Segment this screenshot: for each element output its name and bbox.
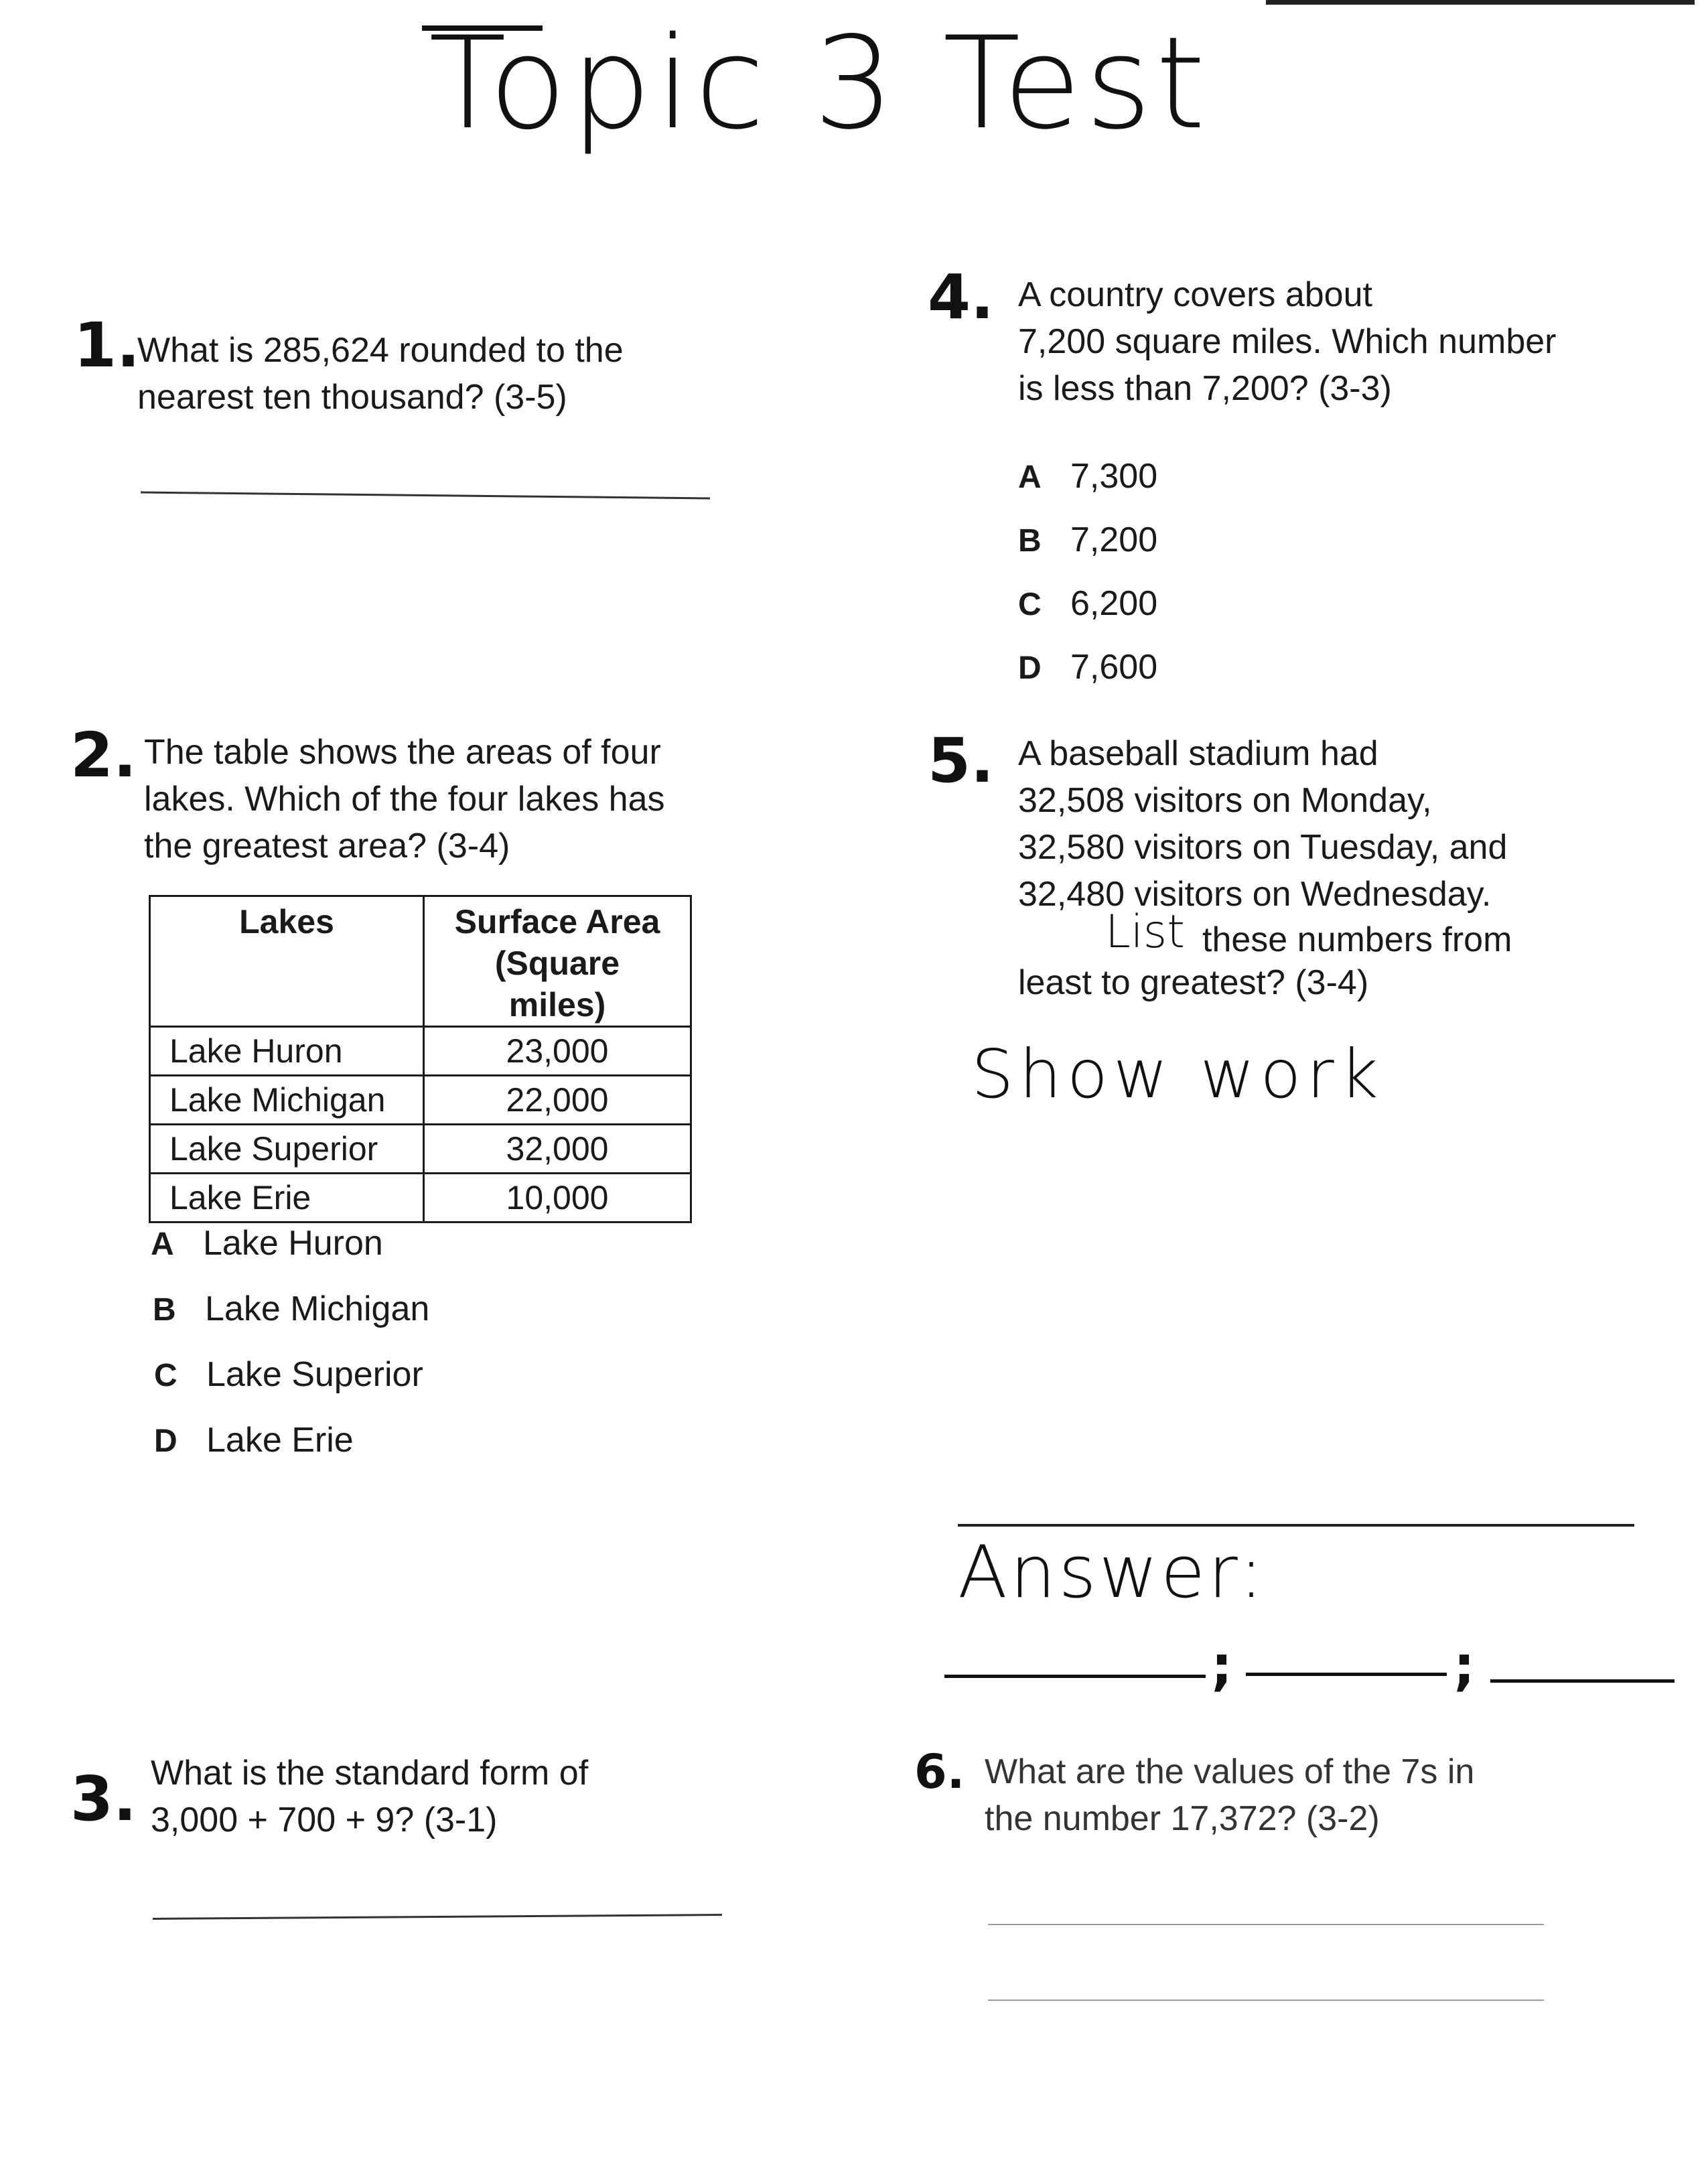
lake-name: Lake Michigan — [150, 1076, 424, 1125]
q4-line-3: is less than 7,200? (3-3) — [1018, 369, 1392, 408]
q4-choice-a[interactable] — [1018, 459, 1157, 494]
table-row — [150, 1125, 691, 1174]
choice-text: 7,600 — [1070, 648, 1158, 687]
q2-line-3: the greatest area? (3-4) — [144, 827, 510, 865]
q1-text — [137, 327, 624, 421]
lakes-header: Lakes — [150, 896, 424, 1027]
q5-line-1: A baseball stadium had — [1018, 734, 1378, 773]
q5-line-3: 32,580 visitors on Tuesday, and — [1018, 828, 1508, 867]
name-line — [1266, 0, 1695, 5]
q6-text — [985, 1748, 1474, 1842]
q5-text — [1018, 730, 1507, 918]
q5-line-4: 32,480 visitors on Wednesday. — [1018, 875, 1492, 914]
table-row — [150, 1174, 691, 1222]
q6-answer-line-2[interactable] — [988, 2000, 1544, 2001]
q4-choice-b[interactable] — [1018, 522, 1157, 557]
q1-answer-line[interactable] — [141, 492, 710, 500]
q2-number: 2. — [70, 719, 137, 791]
lake-name: Lake Erie — [150, 1174, 424, 1222]
q1-line-2: nearest ten thousand? (3-5) — [137, 378, 567, 417]
choice-letter: A — [1018, 460, 1042, 495]
q3-text — [151, 1750, 588, 1843]
lake-name: Lake Superior — [150, 1125, 424, 1174]
q2-line-2: lakes. Which of the four lakes has — [144, 780, 665, 819]
choice-letter: B — [1018, 523, 1042, 559]
q5-answer-blank-1[interactable] — [944, 1675, 1206, 1678]
choice-text: 7,300 — [1070, 457, 1158, 496]
q6-answer-line-1[interactable] — [988, 1924, 1544, 1925]
q5-separator-1: ; — [1211, 1634, 1232, 1697]
choice-letter: C — [154, 1358, 177, 1393]
choice-text: Lake Huron — [203, 1224, 383, 1263]
q5-list-word: List — [1105, 906, 1185, 959]
lake-area: 10,000 — [424, 1174, 691, 1222]
show-work-note: Show work — [971, 1035, 1384, 1113]
q2-text — [144, 729, 665, 869]
q4-choice-c[interactable] — [1018, 586, 1157, 621]
q3-line-1: What is the standard form of — [151, 1754, 589, 1793]
choice-letter: A — [151, 1227, 174, 1262]
q5-answer-label: Answer: — [958, 1531, 1267, 1614]
choice-text: Lake Erie — [206, 1421, 354, 1460]
choice-text: 6,200 — [1070, 584, 1158, 623]
choice-letter: D — [154, 1423, 177, 1459]
lake-area: 23,000 — [424, 1027, 691, 1076]
q2-choice-b[interactable] — [153, 1291, 429, 1326]
q6-line-1: What are the values of the 7s in — [985, 1752, 1475, 1791]
surface-area-header — [424, 896, 691, 1027]
table-row — [150, 1027, 691, 1076]
q5-work-divider — [958, 1524, 1634, 1527]
q4-line-2: 7,200 square miles. Which number — [1018, 322, 1557, 361]
q5-number: 5. — [928, 725, 994, 796]
page-title: Topic 3 Test — [429, 9, 1210, 157]
choice-text: Lake Superior — [206, 1355, 423, 1394]
q2-line-1: The table shows the areas of four — [144, 733, 661, 772]
q4-choice-d[interactable] — [1018, 650, 1157, 685]
choice-letter: C — [1018, 587, 1042, 622]
choice-text: 7,200 — [1070, 520, 1158, 559]
q1-line-1: What is 285,624 rounded to the — [137, 331, 624, 370]
q2-choice-d[interactable] — [154, 1423, 354, 1458]
q5-answer-blank-2[interactable] — [1246, 1673, 1447, 1676]
q4-line-1: A country covers about — [1018, 275, 1372, 314]
lake-name: Lake Huron — [150, 1027, 424, 1076]
choice-letter: D — [1018, 650, 1042, 686]
q5-line-6: least to greatest? (3-4) — [1018, 963, 1369, 1002]
q6-number: 6. — [914, 1744, 965, 1799]
choice-text: Lake Michigan — [205, 1289, 430, 1328]
surface-area-header-line-1: Surface Area — [454, 903, 660, 940]
choice-letter: B — [153, 1292, 176, 1328]
lake-area: 32,000 — [424, 1125, 691, 1174]
q6-line-2: the number 17,372? (3-2) — [985, 1799, 1380, 1838]
q4-text — [1018, 271, 1557, 412]
q3-number: 3. — [70, 1763, 137, 1835]
lakes-table — [149, 895, 692, 1223]
q2-choice-a[interactable] — [151, 1226, 383, 1261]
q3-line-2: 3,000 + 700 + 9? (3-1) — [151, 1801, 498, 1839]
q1-number: 1. — [74, 309, 140, 381]
q5-line-2: 32,508 visitors on Monday, — [1018, 781, 1432, 820]
q5-separator-2: ; — [1453, 1634, 1475, 1697]
q5-line-5-rest: these numbers from — [1202, 920, 1512, 959]
table-row — [150, 1076, 691, 1125]
q3-answer-line[interactable] — [153, 1914, 722, 1920]
lakes-table-wrapper — [149, 895, 692, 1223]
q5-answer-blank-3[interactable] — [1490, 1679, 1675, 1683]
q2-choice-c[interactable] — [154, 1357, 423, 1392]
surface-area-header-line-2: (Square miles) — [494, 944, 620, 1024]
q4-number: 4. — [928, 261, 994, 333]
lake-area: 22,000 — [424, 1076, 691, 1125]
